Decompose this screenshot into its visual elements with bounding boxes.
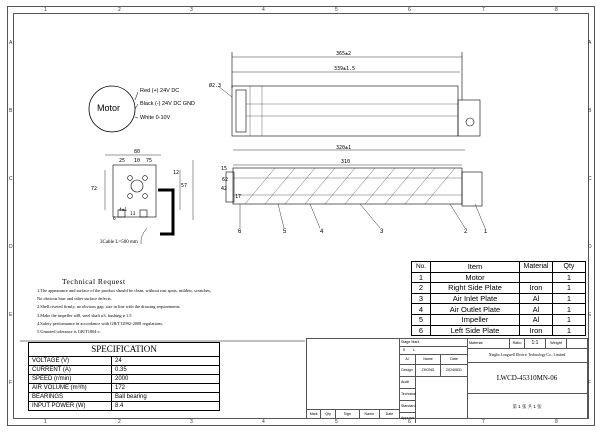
callout-2: 2: [464, 229, 468, 235]
signature-area: [399, 339, 468, 418]
dim-body-length: 339±1.5: [334, 66, 356, 72]
spec-row: [29, 402, 220, 411]
design-label: Design: [399, 365, 416, 376]
column-marker: 8: [555, 7, 558, 13]
title-block: [306, 338, 588, 419]
technical-label: Technical: [399, 389, 416, 401]
bom-no: 6: [412, 325, 431, 336]
bom-qty: 1: [553, 283, 586, 294]
bom-item: Air Outlet Plate: [431, 304, 520, 315]
row-marker: C: [588, 176, 592, 182]
spec-row: [29, 357, 220, 366]
wire-red: Red (+) 24V DC: [140, 88, 180, 94]
callout-4: 4: [320, 229, 324, 235]
spec-label: BEARINGS: [29, 393, 112, 402]
bom-no: 3: [412, 293, 431, 304]
column-marker: 5: [335, 419, 338, 425]
bom-table: [411, 261, 586, 336]
front-view: [226, 150, 485, 228]
dim-6: 6: [113, 217, 116, 222]
bom-row: [412, 325, 586, 336]
spec-label: VOLTAGE (V): [29, 357, 112, 366]
technical-request-title: Technical Request: [62, 277, 126, 286]
ratio-label: Ratio: [510, 339, 525, 348]
bom-no: 2: [412, 283, 431, 294]
bom-item: Impeller: [431, 314, 520, 325]
row-marker: C: [9, 176, 13, 182]
dim-15: 15: [221, 166, 228, 172]
bom-row: [412, 272, 586, 283]
dim-72: 72: [91, 186, 98, 192]
approve-label: Approve: [399, 413, 416, 423]
dim-overall-length: 365±2: [336, 51, 352, 57]
top-view: [218, 52, 480, 136]
spec-row: [29, 366, 220, 375]
specification-table: [28, 342, 220, 411]
request-item: 1.The appearance and surface of the product should be clean, without rust spots, mildew, scratches,: [37, 288, 212, 293]
row-marker: D: [588, 244, 592, 250]
row-marker: F: [9, 380, 13, 386]
stage-mark-label: Stage Mark: [399, 339, 467, 347]
spec-value: 2000: [112, 375, 220, 384]
bom-qty: 1: [553, 314, 586, 325]
name-label: Name: [416, 355, 441, 364]
request-item: 5.Unnoted tolerance is GB/T1804-c.: [37, 329, 102, 335]
request-item: No obvious burr and other surface defects.: [37, 296, 112, 302]
spec-value: 8.4: [112, 402, 220, 411]
title-right: [467, 339, 587, 418]
bom-qty: 1: [553, 272, 586, 283]
column-marker: 7: [482, 7, 485, 13]
rev-date: Date: [385, 412, 394, 416]
technical-request-list: [37, 287, 307, 336]
dim-75: 75: [146, 158, 153, 164]
wire-white: White 0-10V: [140, 115, 171, 121]
callout-6: 6: [238, 229, 242, 235]
bom-material: Al: [520, 314, 553, 325]
row-marker: F: [588, 380, 592, 386]
material-label: Material: [467, 339, 510, 348]
bom-material: Al: [520, 304, 553, 315]
bom-header-material: Material: [520, 262, 553, 273]
spec-label: AIR VOLUME (m³/h): [29, 384, 112, 393]
column-marker: 2: [118, 419, 121, 425]
column-marker: 6: [408, 7, 411, 13]
spec-row: [29, 375, 220, 384]
standard-label: Standard: [399, 401, 416, 413]
rev-name: Name: [360, 410, 380, 419]
column-marker: 4: [262, 7, 265, 13]
dim-side-width: 80: [134, 149, 141, 155]
bom-row: [412, 304, 586, 315]
dim-42: 42: [221, 186, 228, 192]
dim-4-1: 4±1: [119, 208, 128, 213]
dim-25: 25: [119, 158, 126, 164]
bom-row: [412, 283, 586, 294]
date-label: Date: [450, 357, 458, 361]
dim-10: 10: [134, 158, 141, 164]
spec-value: 24: [112, 357, 220, 366]
revision-headers: [307, 409, 399, 419]
revision-area: [307, 339, 400, 418]
rev-qty: Qty: [321, 410, 335, 419]
specification-title: SPECIFICATION: [28, 342, 220, 356]
bom-item: Motor: [431, 272, 520, 283]
row-marker: E: [9, 312, 13, 318]
dim-62: 62: [222, 177, 229, 183]
bom-header-row: [412, 262, 586, 273]
cable-note: 3Cable L=500 mm: [100, 240, 138, 245]
spec-value: Ball bearing: [112, 393, 220, 402]
row-marker: E: [588, 312, 592, 318]
column-marker: 2: [118, 7, 121, 13]
column-marker: 1: [44, 7, 47, 13]
row-marker: A: [9, 40, 13, 46]
row-marker: D: [9, 244, 13, 250]
callout-3: 3: [380, 229, 384, 235]
request-item: 3.Make the impeller ø48, steel shaft ø3, bushing ø 1.5: [37, 312, 132, 318]
bom-material: Iron: [520, 283, 553, 294]
spec-label: INPUT POWER (W): [29, 402, 112, 411]
s-mark: S: [402, 348, 406, 352]
column-marker: 4: [262, 419, 265, 425]
bom-item: Air Inlet Plate: [431, 293, 520, 304]
dim-12: 12: [173, 170, 180, 176]
design-date: 20240831: [446, 368, 462, 372]
company-name: Ningbo Longwell Electric Technology Co., Limited: [467, 349, 587, 363]
dim-57: 57: [181, 183, 188, 189]
bom-item: Left Side Plate: [431, 325, 520, 336]
rev-sign: Sign: [336, 410, 360, 419]
column-marker: 6: [408, 419, 411, 425]
audit-label: Audit: [399, 377, 416, 389]
row-marker: B: [9, 108, 13, 114]
weight-label: Weight: [546, 339, 567, 348]
column-marker: 3: [190, 419, 193, 425]
wire-black: Black (-) 24V DC GND: [140, 101, 196, 107]
l-mark: L: [413, 348, 415, 352]
dim-front-length: 320±1: [336, 145, 352, 151]
bom-no: 5: [412, 314, 431, 325]
column-marker: 3: [190, 7, 193, 13]
spec-label: SPEED (r/min): [29, 375, 112, 384]
column-marker: 8: [555, 419, 558, 425]
bom-row: [412, 314, 586, 325]
sheet-text: 第 1 张 共 1 张: [512, 404, 542, 409]
request-item: 4.Safety performance in accordance with GB/T12992-2008 regulations.: [37, 320, 164, 326]
spec-label: CURRENT (A): [29, 366, 112, 375]
column-marker: 1: [44, 419, 47, 425]
bom-no: 1: [412, 272, 431, 283]
bom-qty: 1: [553, 325, 586, 336]
bom-material: Iron: [520, 325, 553, 336]
column-marker: 7: [482, 419, 485, 425]
dim-13: 13: [130, 212, 136, 217]
bom-material: [520, 272, 553, 283]
row-marker: A: [588, 40, 592, 46]
spec-row: [29, 384, 220, 393]
bom-header-item: Item: [431, 262, 520, 273]
spec-value: 172: [112, 384, 220, 393]
callout-5: 5: [283, 229, 287, 235]
row-marker: B: [588, 108, 592, 114]
side-view: [105, 155, 193, 244]
rev-mark: Mark: [307, 410, 321, 419]
designer-name: ZHONG: [416, 365, 441, 376]
bom-header-no: No.: [412, 262, 431, 273]
dim-inner-length: 310: [341, 159, 351, 165]
callout-1: 1: [484, 229, 488, 235]
ratio-value: 1:1: [525, 339, 546, 348]
spec-row: [29, 393, 220, 402]
bom-material: Al: [520, 293, 553, 304]
bom-qty: 1: [553, 293, 586, 304]
dim-17: 17: [235, 194, 242, 200]
part-number: LWCD-45310MN-06: [467, 363, 587, 394]
bom-header-qty: Qty: [553, 262, 586, 273]
bom-row: [412, 293, 586, 304]
request-item: 2.Shell riveted firmly, no obvious gap, size in line with the drawing requirements.: [37, 304, 181, 310]
column-marker: 5: [335, 7, 338, 13]
bom-item: Right Side Plate: [431, 283, 520, 294]
motor-label: Motor: [97, 103, 121, 113]
bom-no: 4: [412, 304, 431, 315]
bom-qty: 1: [553, 304, 586, 315]
spec-value: 0.35: [112, 366, 220, 375]
dim-hole-dia: Ø2.3: [209, 83, 222, 89]
al-label: Al: [399, 355, 416, 364]
